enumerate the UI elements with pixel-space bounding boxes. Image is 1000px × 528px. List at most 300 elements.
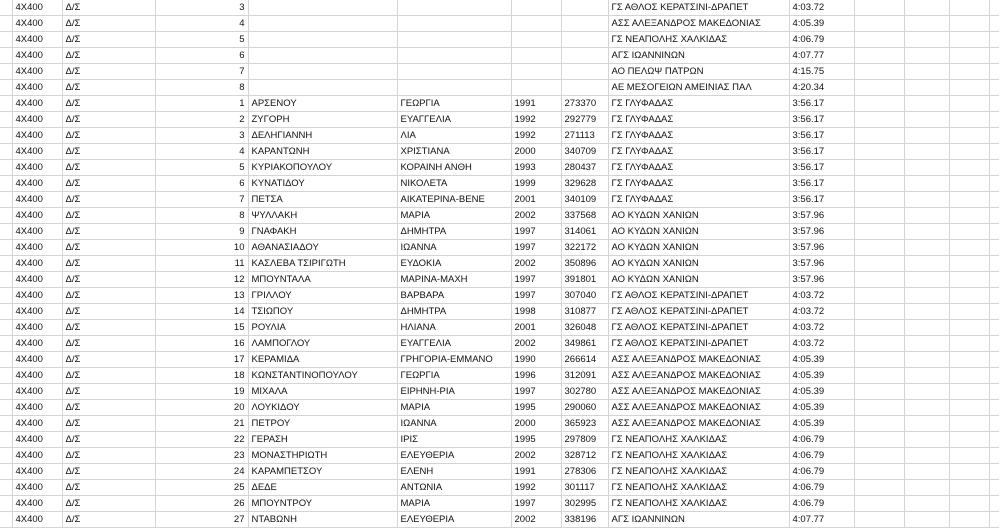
- empty-cell[interactable]: [989, 224, 999, 240]
- cell-event[interactable]: 4X400: [12, 480, 62, 496]
- empty-cell[interactable]: [854, 432, 904, 448]
- cell-birth-year[interactable]: 2000: [511, 416, 561, 432]
- empty-cell[interactable]: [949, 128, 989, 144]
- cell-event[interactable]: 4X400: [12, 0, 62, 16]
- cell-event[interactable]: 4X400: [12, 496, 62, 512]
- empty-cell[interactable]: [904, 496, 949, 512]
- cell-event[interactable]: 4X400: [12, 192, 62, 208]
- cell-event[interactable]: 4X400: [12, 304, 62, 320]
- cell-surname[interactable]: [248, 64, 397, 80]
- cell-position[interactable]: 6: [155, 48, 248, 64]
- empty-cell[interactable]: [989, 272, 999, 288]
- empty-cell[interactable]: [904, 464, 949, 480]
- empty-cell[interactable]: [904, 80, 949, 96]
- cell-athlete-id[interactable]: 340109: [561, 192, 608, 208]
- empty-cell[interactable]: [0, 352, 12, 368]
- empty-cell[interactable]: [854, 480, 904, 496]
- empty-cell[interactable]: [854, 192, 904, 208]
- cell-first-name[interactable]: [397, 16, 511, 32]
- cell-athlete-id[interactable]: 310877: [561, 304, 608, 320]
- cell-position[interactable]: 24: [155, 464, 248, 480]
- cell-position[interactable]: 25: [155, 480, 248, 496]
- empty-cell[interactable]: [949, 224, 989, 240]
- empty-cell[interactable]: [854, 448, 904, 464]
- empty-cell[interactable]: [0, 336, 12, 352]
- cell-time[interactable]: 4:05.39: [789, 400, 854, 416]
- cell-surname[interactable]: [248, 0, 397, 16]
- empty-cell[interactable]: [989, 464, 999, 480]
- cell-time[interactable]: 4:15.75: [789, 64, 854, 80]
- cell-birth-year[interactable]: 2001: [511, 192, 561, 208]
- empty-cell[interactable]: [949, 144, 989, 160]
- cell-club[interactable]: ΓΣ ΓΛΥΦΑΔΑΣ: [608, 160, 789, 176]
- cell-event[interactable]: 4X400: [12, 160, 62, 176]
- cell-club[interactable]: ΓΣ ΑΘΛΟΣ ΚΕΡΑΤΣΙΝΙ-ΔΡΑΠΕΤ: [608, 288, 789, 304]
- cell-club[interactable]: ΓΣ ΝΕΑΠΟΛΗΣ ΧΑΛΚΙΔΑΣ: [608, 32, 789, 48]
- cell-event[interactable]: 4X400: [12, 320, 62, 336]
- empty-cell[interactable]: [0, 48, 12, 64]
- cell-birth-year[interactable]: 2002: [511, 448, 561, 464]
- cell-event[interactable]: 4X400: [12, 288, 62, 304]
- cell-category[interactable]: Δ/Σ: [62, 480, 155, 496]
- cell-club[interactable]: ΓΣ ΑΘΛΟΣ ΚΕΡΑΤΣΙΝΙ-ΔΡΑΠΕΤ: [608, 320, 789, 336]
- table-row[interactable]: [0, 320, 999, 336]
- cell-first-name[interactable]: ΝΙΚΟΛΕΤΑ: [397, 176, 511, 192]
- cell-birth-year[interactable]: [511, 48, 561, 64]
- empty-cell[interactable]: [904, 64, 949, 80]
- empty-cell[interactable]: [0, 304, 12, 320]
- cell-event[interactable]: 4X400: [12, 240, 62, 256]
- empty-cell[interactable]: [904, 320, 949, 336]
- empty-cell[interactable]: [0, 192, 12, 208]
- empty-cell[interactable]: [0, 144, 12, 160]
- cell-first-name[interactable]: ΙΩΑΝΝΑ: [397, 240, 511, 256]
- cell-surname[interactable]: ΚΑΡΑΜΠΕΤΣΟΥ: [248, 464, 397, 480]
- cell-time[interactable]: 3:56.17: [789, 192, 854, 208]
- empty-cell[interactable]: [854, 352, 904, 368]
- empty-cell[interactable]: [0, 80, 12, 96]
- empty-cell[interactable]: [0, 496, 12, 512]
- empty-cell[interactable]: [854, 112, 904, 128]
- empty-cell[interactable]: [854, 288, 904, 304]
- empty-cell[interactable]: [949, 0, 989, 16]
- cell-event[interactable]: 4X400: [12, 416, 62, 432]
- empty-cell[interactable]: [989, 352, 999, 368]
- cell-club[interactable]: ΓΣ ΓΛΥΦΑΔΑΣ: [608, 128, 789, 144]
- cell-category[interactable]: Δ/Σ: [62, 160, 155, 176]
- empty-cell[interactable]: [949, 304, 989, 320]
- cell-event[interactable]: 4X400: [12, 128, 62, 144]
- cell-athlete-id[interactable]: [561, 48, 608, 64]
- cell-position[interactable]: 6: [155, 176, 248, 192]
- cell-athlete-id[interactable]: 329628: [561, 176, 608, 192]
- table-row[interactable]: [0, 464, 999, 480]
- cell-first-name[interactable]: ΕΛΕΥΘΕΡΙΑ: [397, 512, 511, 528]
- empty-cell[interactable]: [989, 336, 999, 352]
- empty-cell[interactable]: [949, 368, 989, 384]
- empty-cell[interactable]: [0, 480, 12, 496]
- empty-cell[interactable]: [989, 448, 999, 464]
- empty-cell[interactable]: [0, 256, 12, 272]
- table-row[interactable]: [0, 480, 999, 496]
- cell-birth-year[interactable]: 1997: [511, 272, 561, 288]
- cell-time[interactable]: 3:57.96: [789, 272, 854, 288]
- table-row[interactable]: [0, 224, 999, 240]
- cell-event[interactable]: 4X400: [12, 96, 62, 112]
- cell-athlete-id[interactable]: 301117: [561, 480, 608, 496]
- cell-category[interactable]: Δ/Σ: [62, 464, 155, 480]
- empty-cell[interactable]: [854, 384, 904, 400]
- cell-time[interactable]: 4:06.79: [789, 432, 854, 448]
- empty-cell[interactable]: [854, 416, 904, 432]
- table-row[interactable]: [0, 64, 999, 80]
- cell-time[interactable]: 4:05.39: [789, 416, 854, 432]
- table-row[interactable]: [0, 416, 999, 432]
- cell-first-name[interactable]: ΜΑΡΙΑ: [397, 208, 511, 224]
- table-row[interactable]: [0, 384, 999, 400]
- cell-athlete-id[interactable]: 278306: [561, 464, 608, 480]
- cell-surname[interactable]: ΜΙΧΑΛΑ: [248, 384, 397, 400]
- empty-cell[interactable]: [904, 368, 949, 384]
- cell-time[interactable]: 3:56.17: [789, 128, 854, 144]
- empty-cell[interactable]: [0, 128, 12, 144]
- cell-time[interactable]: 4:20.34: [789, 80, 854, 96]
- empty-cell[interactable]: [0, 272, 12, 288]
- cell-position[interactable]: 12: [155, 272, 248, 288]
- cell-surname[interactable]: ΜΠΟΥΝΤΡΟΥ: [248, 496, 397, 512]
- cell-club[interactable]: ΓΣ ΝΕΑΠΟΛΗΣ ΧΑΛΚΙΔΑΣ: [608, 496, 789, 512]
- empty-cell[interactable]: [989, 80, 999, 96]
- cell-time[interactable]: 3:56.17: [789, 144, 854, 160]
- cell-event[interactable]: 4X400: [12, 48, 62, 64]
- cell-category[interactable]: Δ/Σ: [62, 352, 155, 368]
- cell-time[interactable]: 3:56.17: [789, 176, 854, 192]
- table-row[interactable]: [0, 336, 999, 352]
- cell-surname[interactable]: ΚΥΡΙΑΚΟΠΟΥΛΟΥ: [248, 160, 397, 176]
- cell-time[interactable]: 4:05.39: [789, 368, 854, 384]
- cell-time[interactable]: 3:56.17: [789, 112, 854, 128]
- cell-category[interactable]: Δ/Σ: [62, 256, 155, 272]
- cell-category[interactable]: Δ/Σ: [62, 272, 155, 288]
- table-row[interactable]: [0, 96, 999, 112]
- empty-cell[interactable]: [989, 16, 999, 32]
- cell-club[interactable]: ΑΓΣ ΙΩΑΝΝΙΝΩΝ: [608, 512, 789, 528]
- empty-cell[interactable]: [989, 368, 999, 384]
- empty-cell[interactable]: [989, 64, 999, 80]
- empty-cell[interactable]: [854, 464, 904, 480]
- table-row[interactable]: [0, 400, 999, 416]
- cell-first-name[interactable]: ΑΙΚΑΤΕΡΙΝΑ-ΒΕΝΕ: [397, 192, 511, 208]
- empty-cell[interactable]: [989, 144, 999, 160]
- cell-first-name[interactable]: ΕΛΕΝΗ: [397, 464, 511, 480]
- cell-birth-year[interactable]: 1992: [511, 112, 561, 128]
- cell-position[interactable]: 21: [155, 416, 248, 432]
- cell-position[interactable]: 16: [155, 336, 248, 352]
- cell-surname[interactable]: ΔΕΔΕ: [248, 480, 397, 496]
- cell-position[interactable]: 11: [155, 256, 248, 272]
- empty-cell[interactable]: [904, 480, 949, 496]
- empty-cell[interactable]: [854, 80, 904, 96]
- cell-athlete-id[interactable]: 350896: [561, 256, 608, 272]
- cell-first-name[interactable]: ΛΙΑ: [397, 128, 511, 144]
- cell-category[interactable]: Δ/Σ: [62, 384, 155, 400]
- table-row[interactable]: [0, 48, 999, 64]
- cell-club[interactable]: ΑΓΣ ΙΩΑΝΝΙΝΩΝ: [608, 48, 789, 64]
- cell-event[interactable]: 4X400: [12, 32, 62, 48]
- cell-birth-year[interactable]: 2001: [511, 320, 561, 336]
- cell-category[interactable]: Δ/Σ: [62, 432, 155, 448]
- table-row[interactable]: [0, 80, 999, 96]
- cell-category[interactable]: Δ/Σ: [62, 112, 155, 128]
- empty-cell[interactable]: [854, 496, 904, 512]
- cell-club[interactable]: ΑΟ ΚΥΔΩΝ ΧΑΝΙΩΝ: [608, 272, 789, 288]
- cell-surname[interactable]: ΓΝΑΦΑΚΗ: [248, 224, 397, 240]
- empty-cell[interactable]: [949, 272, 989, 288]
- table-row[interactable]: [0, 112, 999, 128]
- cell-club[interactable]: ΑΣΣ ΑΛΕΞΑΝΔΡΟΣ ΜΑΚΕΔΟΝΙΑΣ: [608, 384, 789, 400]
- cell-position[interactable]: 15: [155, 320, 248, 336]
- cell-surname[interactable]: ΑΘΑΝΑΣΙΑΔΟΥ: [248, 240, 397, 256]
- cell-position[interactable]: 3: [155, 128, 248, 144]
- cell-time[interactable]: 4:06.79: [789, 32, 854, 48]
- cell-first-name[interactable]: [397, 0, 511, 16]
- cell-birth-year[interactable]: 1990: [511, 352, 561, 368]
- cell-position[interactable]: 2: [155, 112, 248, 128]
- cell-birth-year[interactable]: [511, 80, 561, 96]
- cell-position[interactable]: 23: [155, 448, 248, 464]
- cell-athlete-id[interactable]: 266614: [561, 352, 608, 368]
- cell-first-name[interactable]: ΑΝΤΩΝΙΑ: [397, 480, 511, 496]
- empty-cell[interactable]: [904, 416, 949, 432]
- cell-time[interactable]: 3:56.17: [789, 96, 854, 112]
- cell-time[interactable]: 4:05.39: [789, 16, 854, 32]
- cell-category[interactable]: Δ/Σ: [62, 336, 155, 352]
- cell-time[interactable]: 4:07.77: [789, 512, 854, 528]
- empty-cell[interactable]: [0, 464, 12, 480]
- cell-first-name[interactable]: ΗΛΙΑΝΑ: [397, 320, 511, 336]
- empty-cell[interactable]: [854, 32, 904, 48]
- cell-athlete-id[interactable]: [561, 64, 608, 80]
- empty-cell[interactable]: [904, 48, 949, 64]
- cell-athlete-id[interactable]: 307040: [561, 288, 608, 304]
- empty-cell[interactable]: [989, 400, 999, 416]
- empty-cell[interactable]: [854, 240, 904, 256]
- empty-cell[interactable]: [989, 0, 999, 16]
- empty-cell[interactable]: [854, 176, 904, 192]
- cell-position[interactable]: 3: [155, 0, 248, 16]
- empty-cell[interactable]: [989, 304, 999, 320]
- cell-birth-year[interactable]: 1992: [511, 480, 561, 496]
- empty-cell[interactable]: [949, 176, 989, 192]
- cell-time[interactable]: 3:56.17: [789, 160, 854, 176]
- cell-club[interactable]: ΓΣ ΝΕΑΠΟΛΗΣ ΧΑΛΚΙΔΑΣ: [608, 432, 789, 448]
- empty-cell[interactable]: [854, 208, 904, 224]
- cell-athlete-id[interactable]: 302780: [561, 384, 608, 400]
- cell-birth-year[interactable]: 1991: [511, 464, 561, 480]
- cell-event[interactable]: 4X400: [12, 16, 62, 32]
- cell-birth-year[interactable]: 1996: [511, 368, 561, 384]
- table-row[interactable]: [0, 432, 999, 448]
- cell-time[interactable]: 4:03.72: [789, 336, 854, 352]
- empty-cell[interactable]: [854, 0, 904, 16]
- cell-birth-year[interactable]: 2002: [511, 336, 561, 352]
- empty-cell[interactable]: [949, 64, 989, 80]
- empty-cell[interactable]: [989, 432, 999, 448]
- cell-category[interactable]: Δ/Σ: [62, 320, 155, 336]
- empty-cell[interactable]: [854, 368, 904, 384]
- cell-surname[interactable]: [248, 16, 397, 32]
- cell-event[interactable]: 4X400: [12, 384, 62, 400]
- cell-event[interactable]: 4X400: [12, 208, 62, 224]
- cell-position[interactable]: 5: [155, 160, 248, 176]
- cell-surname[interactable]: ΚΩΝΣΤΑΝΤΙΝΟΠΟΥΛΟΥ: [248, 368, 397, 384]
- cell-time[interactable]: 4:06.79: [789, 448, 854, 464]
- cell-club[interactable]: ΑΟ ΚΥΔΩΝ ΧΑΝΙΩΝ: [608, 240, 789, 256]
- cell-time[interactable]: 3:57.96: [789, 240, 854, 256]
- empty-cell[interactable]: [854, 320, 904, 336]
- cell-surname[interactable]: ΑΡΣΕΝΟΥ: [248, 96, 397, 112]
- empty-cell[interactable]: [949, 336, 989, 352]
- table-row[interactable]: [0, 352, 999, 368]
- cell-surname[interactable]: ΤΣΙΩΠΟΥ: [248, 304, 397, 320]
- cell-category[interactable]: Δ/Σ: [62, 96, 155, 112]
- cell-category[interactable]: Δ/Σ: [62, 304, 155, 320]
- empty-cell[interactable]: [904, 288, 949, 304]
- cell-event[interactable]: 4X400: [12, 400, 62, 416]
- empty-cell[interactable]: [989, 32, 999, 48]
- empty-cell[interactable]: [989, 240, 999, 256]
- cell-position[interactable]: 1: [155, 96, 248, 112]
- cell-event[interactable]: 4X400: [12, 432, 62, 448]
- cell-position[interactable]: 27: [155, 512, 248, 528]
- cell-club[interactable]: ΑΟ ΚΥΔΩΝ ΧΑΝΙΩΝ: [608, 208, 789, 224]
- cell-surname[interactable]: ΠΕΤΣΑ: [248, 192, 397, 208]
- cell-first-name[interactable]: ΒΑΡΒΑΡΑ: [397, 288, 511, 304]
- cell-birth-year[interactable]: 1993: [511, 160, 561, 176]
- cell-surname[interactable]: [248, 32, 397, 48]
- empty-cell[interactable]: [949, 256, 989, 272]
- cell-first-name[interactable]: ΕΥΑΓΓΕΛΙΑ: [397, 336, 511, 352]
- empty-cell[interactable]: [0, 0, 12, 16]
- cell-time[interactable]: 4:03.72: [789, 320, 854, 336]
- cell-event[interactable]: 4X400: [12, 64, 62, 80]
- cell-first-name[interactable]: ΕΛΕΥΘΕΡΙΑ: [397, 448, 511, 464]
- cell-surname[interactable]: ΔΕΛΗΓΙΑΝΝΗ: [248, 128, 397, 144]
- cell-club[interactable]: ΑΣΣ ΑΛΕΞΑΝΔΡΟΣ ΜΑΚΕΔΟΝΙΑΣ: [608, 352, 789, 368]
- table-row[interactable]: [0, 448, 999, 464]
- cell-position[interactable]: 5: [155, 32, 248, 48]
- cell-first-name[interactable]: ΜΑΡΙΝΑ-ΜΑΧΗ: [397, 272, 511, 288]
- cell-club[interactable]: ΓΣ ΑΘΛΟΣ ΚΕΡΑΤΣΙΝΙ-ΔΡΑΠΕΤ: [608, 304, 789, 320]
- empty-cell[interactable]: [904, 96, 949, 112]
- cell-club[interactable]: ΑΣΣ ΑΛΕΞΑΝΔΡΟΣ ΜΑΚΕΔΟΝΙΑΣ: [608, 16, 789, 32]
- cell-club[interactable]: ΓΣ ΓΛΥΦΑΔΑΣ: [608, 96, 789, 112]
- empty-cell[interactable]: [989, 320, 999, 336]
- cell-first-name[interactable]: ΧΡΙΣΤΙΑΝΑ: [397, 144, 511, 160]
- empty-cell[interactable]: [0, 416, 12, 432]
- cell-club[interactable]: ΑΣΣ ΑΛΕΞΑΝΔΡΟΣ ΜΑΚΕΔΟΝΙΑΣ: [608, 416, 789, 432]
- cell-event[interactable]: 4X400: [12, 512, 62, 528]
- cell-birth-year[interactable]: 1999: [511, 176, 561, 192]
- empty-cell[interactable]: [904, 112, 949, 128]
- cell-birth-year[interactable]: 1995: [511, 400, 561, 416]
- empty-cell[interactable]: [949, 240, 989, 256]
- cell-position[interactable]: 17: [155, 352, 248, 368]
- table-row[interactable]: [0, 368, 999, 384]
- empty-cell[interactable]: [949, 496, 989, 512]
- cell-category[interactable]: Δ/Σ: [62, 208, 155, 224]
- cell-athlete-id[interactable]: 292779: [561, 112, 608, 128]
- cell-athlete-id[interactable]: 271113: [561, 128, 608, 144]
- cell-event[interactable]: 4X400: [12, 176, 62, 192]
- empty-cell[interactable]: [949, 112, 989, 128]
- cell-surname[interactable]: ΜΟΝΑΣΤΗΡΙΩΤΗ: [248, 448, 397, 464]
- cell-position[interactable]: 22: [155, 432, 248, 448]
- cell-birth-year[interactable]: 1997: [511, 384, 561, 400]
- cell-first-name[interactable]: ΔΗΜΗΤΡΑ: [397, 224, 511, 240]
- table-row[interactable]: [0, 32, 999, 48]
- empty-cell[interactable]: [904, 32, 949, 48]
- empty-cell[interactable]: [904, 16, 949, 32]
- empty-cell[interactable]: [0, 16, 12, 32]
- empty-cell[interactable]: [949, 208, 989, 224]
- empty-cell[interactable]: [989, 160, 999, 176]
- empty-cell[interactable]: [904, 0, 949, 16]
- cell-time[interactable]: 4:06.79: [789, 464, 854, 480]
- cell-birth-year[interactable]: 2002: [511, 256, 561, 272]
- empty-cell[interactable]: [904, 176, 949, 192]
- cell-surname[interactable]: ΓΡΙΛΛΟΥ: [248, 288, 397, 304]
- cell-position[interactable]: 7: [155, 64, 248, 80]
- cell-athlete-id[interactable]: 322172: [561, 240, 608, 256]
- cell-athlete-id[interactable]: 391801: [561, 272, 608, 288]
- empty-cell[interactable]: [0, 96, 12, 112]
- cell-category[interactable]: Δ/Σ: [62, 48, 155, 64]
- empty-cell[interactable]: [949, 192, 989, 208]
- empty-cell[interactable]: [949, 432, 989, 448]
- empty-cell[interactable]: [0, 384, 12, 400]
- empty-cell[interactable]: [854, 144, 904, 160]
- cell-position[interactable]: 14: [155, 304, 248, 320]
- empty-cell[interactable]: [0, 400, 12, 416]
- cell-category[interactable]: Δ/Σ: [62, 16, 155, 32]
- cell-surname[interactable]: ΡΟΥΛΙΑ: [248, 320, 397, 336]
- table-row[interactable]: [0, 272, 999, 288]
- empty-cell[interactable]: [0, 320, 12, 336]
- cell-athlete-id[interactable]: 280437: [561, 160, 608, 176]
- cell-athlete-id[interactable]: 297809: [561, 432, 608, 448]
- cell-birth-year[interactable]: 1997: [511, 496, 561, 512]
- empty-cell[interactable]: [949, 384, 989, 400]
- cell-event[interactable]: 4X400: [12, 464, 62, 480]
- cell-athlete-id[interactable]: 365923: [561, 416, 608, 432]
- cell-first-name[interactable]: ΙΩΑΝΝΑ: [397, 416, 511, 432]
- cell-first-name[interactable]: ΓΕΩΡΓΙΑ: [397, 96, 511, 112]
- empty-cell[interactable]: [949, 480, 989, 496]
- cell-club[interactable]: ΓΣ ΓΛΥΦΑΔΑΣ: [608, 176, 789, 192]
- cell-time[interactable]: 3:57.96: [789, 208, 854, 224]
- cell-athlete-id[interactable]: [561, 32, 608, 48]
- cell-first-name[interactable]: ΜΑΡΙΑ: [397, 496, 511, 512]
- cell-first-name[interactable]: ΚΟΡΑΙΝΗ ΑΝΘΗ: [397, 160, 511, 176]
- cell-surname[interactable]: ΜΠΟΥΝΤΑΛΑ: [248, 272, 397, 288]
- cell-athlete-id[interactable]: 273370: [561, 96, 608, 112]
- cell-birth-year[interactable]: 1992: [511, 128, 561, 144]
- empty-cell[interactable]: [904, 384, 949, 400]
- empty-cell[interactable]: [904, 192, 949, 208]
- cell-athlete-id[interactable]: 312091: [561, 368, 608, 384]
- cell-category[interactable]: Δ/Σ: [62, 496, 155, 512]
